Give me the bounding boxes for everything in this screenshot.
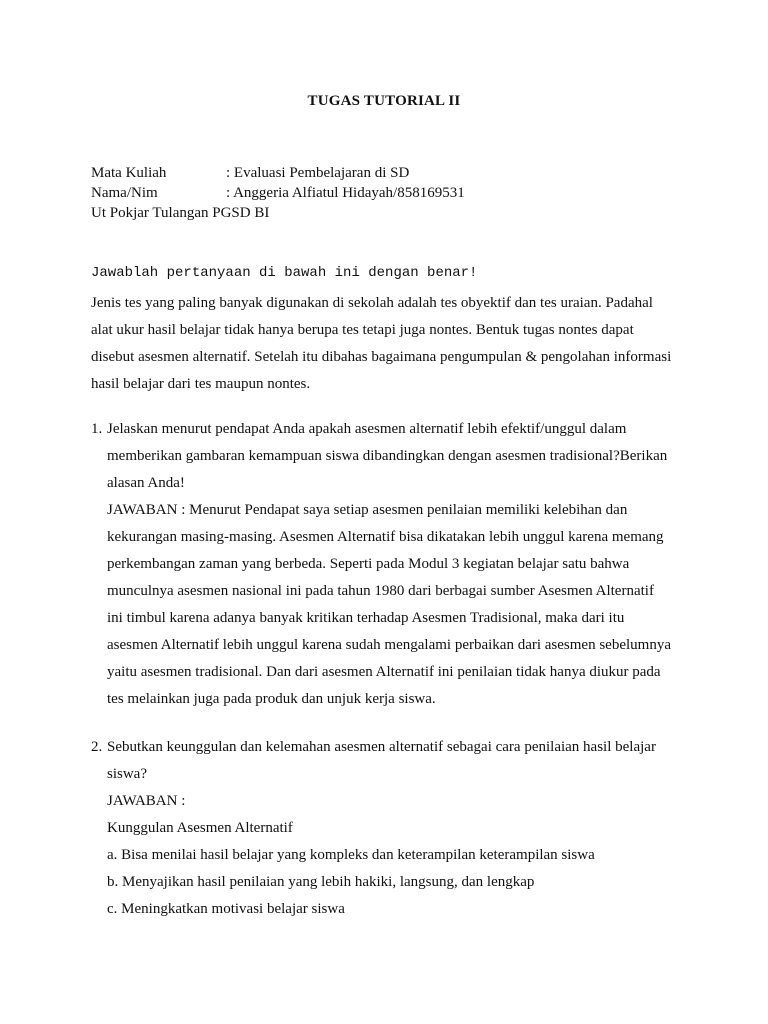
unit-row	[91, 203, 465, 223]
answer-line: a. Bisa menilai hasil belajar yang kompleks dan keterampilan keterampilan siswa	[107, 847, 595, 863]
answer-line: c. Meningkatkan motivasi belajar siswa	[107, 901, 345, 917]
question-line: Jelaskan menurut pendapat Anda apakah asesmen alternatif lebih efektif/unggul dalam	[107, 421, 627, 437]
name-value: : Anggeria Alfiatul Hidayah/858169531	[226, 185, 465, 201]
unit-value: Ut Pokjar Tulangan PGSD BI	[91, 205, 270, 221]
course-row	[91, 163, 465, 183]
answer-line: Kunggulan Asesmen Alternatif	[107, 820, 293, 836]
name-label: Nama/Nim	[91, 185, 158, 201]
answer-line: tes melainkan juga pada produk dan unjuk kerja siswa.	[107, 691, 436, 707]
document-title: TUGAS TUTORIAL II	[307, 93, 461, 109]
question-number: 2.	[91, 739, 103, 755]
answer-line: b. Menyajikan hasil penilaian yang lebih hakiki, langsung, dan lengkap	[107, 874, 535, 890]
question-line: Sebutkan keunggulan dan kelemahan asesmen alternatif sebagai cara penilaian hasil belajar	[107, 739, 656, 755]
answer-line: kekurangan masing-masing. Asesmen Alternatif bisa dikatakan lebih unggul karena memang	[107, 529, 664, 545]
intro-line: disebut asesmen alternatif. Setelah itu dibahas bagaimana pengumpulan & pengolahan informasi	[91, 349, 672, 365]
intro-line: alat ukur hasil belajar tidak hanya berupa tes tetapi juga nontes. Bentuk tugas nontes dapat	[91, 322, 634, 338]
question-body	[107, 734, 687, 923]
question-body	[107, 416, 687, 713]
answer-line: perkembangan zaman yang berbeda. Seperti pada Modul 3 kegiatan belajar satu bahwa	[107, 556, 630, 572]
question-line: alasan Anda!	[107, 475, 185, 491]
course-value: : Evaluasi Pembelajaran di SD	[226, 165, 410, 181]
answer-line: JAWABAN : Menurut Pendapat saya setiap asesmen penilaian memiliki kelebihan dan	[107, 502, 628, 518]
answer-line: yaitu asesmen tradisional. Dan dari asesmen Alternatif ini penilaian tidak hanya diukur pada	[107, 664, 661, 680]
student-info	[91, 163, 465, 223]
answer-line: ini timbul karena adanya banyak kritikan terhadap Asesmen Tradisional, maka dari itu	[107, 610, 625, 626]
intro-paragraph	[91, 290, 681, 398]
instruction-text: Jawablah pertanyaan di bawah ini dengan benar!	[91, 265, 478, 281]
question-number: 1.	[91, 421, 103, 437]
question-line: siswa?	[107, 766, 147, 782]
answer-line: munculnya asesmen nasional ini pada tahun 1980 dari berbagai sumber Asesmen Alternatif	[107, 583, 654, 599]
answer-line: JAWABAN :	[107, 793, 186, 809]
name-row	[91, 183, 465, 203]
intro-line: hasil belajar dari tes maupun nontes.	[91, 376, 311, 392]
answer-line: asesmen Alternatif lebih unggul karena sudah mengalami perbaikan dari asesmen sebelumnya	[107, 637, 671, 653]
question-line: memberikan gambaran kemampuan siswa dibandingkan dengan asesmen tradisional?Berikan	[107, 448, 668, 464]
course-label: Mata Kuliah	[91, 165, 167, 181]
intro-line: Jenis tes yang paling banyak digunakan di sekolah adalah tes obyektif dan tes uraian. Padahal	[91, 295, 653, 311]
